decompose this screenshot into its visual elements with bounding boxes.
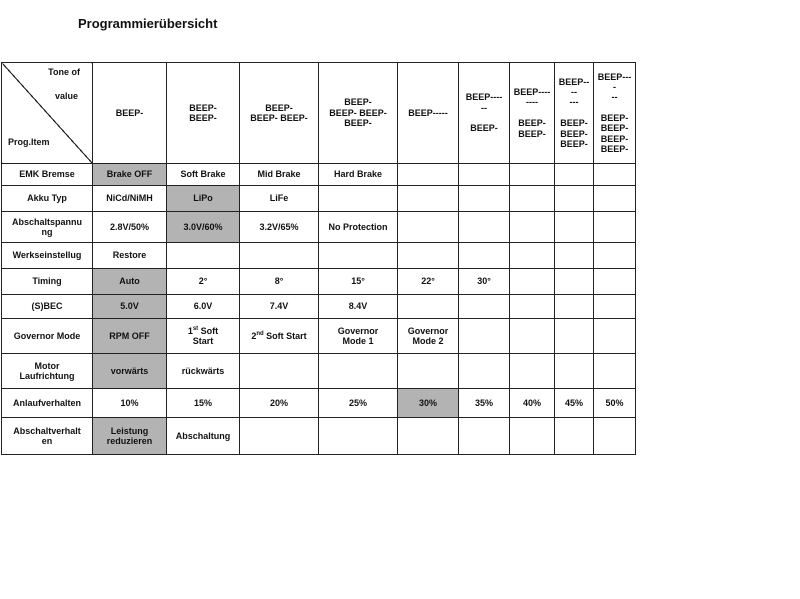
table-cell	[594, 243, 636, 269]
table-cell: 15%	[167, 389, 240, 418]
table-cell: Hard Brake	[319, 164, 398, 186]
table-cell	[459, 295, 510, 319]
table-cell	[510, 164, 555, 186]
table-cell: 50%	[594, 389, 636, 418]
table-cell	[594, 319, 636, 354]
table-cell: 40%	[510, 389, 555, 418]
table-cell	[459, 243, 510, 269]
header-cell: BEEP---- --- BEEP- BEEP- BEEP-	[555, 63, 594, 164]
table-cell	[594, 186, 636, 212]
table-cell: Auto	[93, 269, 167, 295]
table-cell: 3.2V/65%	[240, 212, 319, 243]
table-cell	[555, 418, 594, 455]
table-cell: rückwärts	[167, 354, 240, 389]
header-cell: BEEP- BEEP- BEEP-	[240, 63, 319, 164]
row-label: Anlaufverhalten	[2, 389, 93, 418]
header-cell: BEEP---- -- BEEP- BEEP- BEEP- BEEP-	[594, 63, 636, 164]
table-cell	[319, 186, 398, 212]
table-cell: 7.4V	[240, 295, 319, 319]
table-row	[2, 389, 636, 418]
row-label: EMK Bremse	[2, 164, 93, 186]
table-cell: NiCd/NiMH	[93, 186, 167, 212]
table-cell	[459, 354, 510, 389]
table-cell	[555, 164, 594, 186]
table-row	[2, 319, 636, 354]
table-cell: 1st Soft Start	[167, 319, 240, 354]
table-cell: Brake OFF	[93, 164, 167, 186]
row-label: (S)BEC	[2, 295, 93, 319]
table-cell	[594, 418, 636, 455]
table-row	[2, 212, 636, 243]
table-cell: LiPo	[167, 186, 240, 212]
table-cell	[459, 186, 510, 212]
table-cell	[398, 212, 459, 243]
table-cell	[459, 418, 510, 455]
table-row	[2, 269, 636, 295]
table-cell	[319, 354, 398, 389]
table-cell	[555, 269, 594, 295]
table-cell: 22°	[398, 269, 459, 295]
table-cell: 20%	[240, 389, 319, 418]
table-cell: Leistung reduzieren	[93, 418, 167, 455]
row-label: Abschaltverhalt en	[2, 418, 93, 455]
table-row	[2, 295, 636, 319]
table-cell	[398, 243, 459, 269]
table-cell: 8.4V	[319, 295, 398, 319]
table-row	[2, 243, 636, 269]
table-cell	[510, 212, 555, 243]
table-cell	[510, 243, 555, 269]
table-cell: 30°	[459, 269, 510, 295]
table-cell	[167, 243, 240, 269]
table-cell	[510, 319, 555, 354]
table-cell	[510, 418, 555, 455]
table-cell: LiFe	[240, 186, 319, 212]
table-cell	[594, 164, 636, 186]
table-cell	[594, 354, 636, 389]
table-cell	[240, 354, 319, 389]
table-cell: 10%	[93, 389, 167, 418]
table-cell	[555, 212, 594, 243]
table-cell	[319, 243, 398, 269]
table-cell: Abschaltung	[167, 418, 240, 455]
table-cell	[594, 212, 636, 243]
table-cell	[398, 186, 459, 212]
table-cell: Soft Brake	[167, 164, 240, 186]
table-cell	[459, 212, 510, 243]
table-cell	[240, 418, 319, 455]
table-cell: 2.8V/50%	[93, 212, 167, 243]
tone-label: Tone of	[48, 67, 80, 77]
table-cell: Restore	[93, 243, 167, 269]
table-row	[2, 164, 636, 186]
table-row	[2, 418, 636, 455]
table-cell: 2nd Soft Start	[240, 319, 319, 354]
header-cell: BEEP---- -- BEEP-	[459, 63, 510, 164]
table-cell: No Protection	[319, 212, 398, 243]
row-label: Motor Laufrichtung	[2, 354, 93, 389]
table-cell: 35%	[459, 389, 510, 418]
table-row	[2, 354, 636, 389]
table-cell	[398, 418, 459, 455]
table-cell: Governor Mode 1	[319, 319, 398, 354]
table-cell	[510, 354, 555, 389]
table-cell: 6.0V	[167, 295, 240, 319]
table-cell	[398, 164, 459, 186]
header-cell: BEEP---- ---- BEEP- BEEP-	[510, 63, 555, 164]
table-cell: 30%	[398, 389, 459, 418]
table-cell: 3.0V/60%	[167, 212, 240, 243]
table-cell	[459, 319, 510, 354]
table-cell	[594, 295, 636, 319]
table-cell	[555, 295, 594, 319]
table-cell	[510, 186, 555, 212]
header-cell: BEEP-----	[398, 63, 459, 164]
row-label: Governor Mode	[2, 319, 93, 354]
corner-cell	[2, 63, 93, 164]
header-cell: BEEP- BEEP-	[167, 63, 240, 164]
table-cell	[398, 354, 459, 389]
page-title: Programmierübersicht	[78, 16, 218, 31]
table-cell: RPM OFF	[93, 319, 167, 354]
table-cell	[555, 354, 594, 389]
header-cell: BEEP-	[93, 63, 167, 164]
table-cell	[555, 186, 594, 212]
table-cell: 2°	[167, 269, 240, 295]
table-cell	[459, 164, 510, 186]
table-cell: Governor Mode 2	[398, 319, 459, 354]
table-cell: 45%	[555, 389, 594, 418]
row-label: Werkseinstellug	[2, 243, 93, 269]
table-cell	[555, 243, 594, 269]
row-label: Timing	[2, 269, 93, 295]
table-cell	[319, 418, 398, 455]
table-cell: 5.0V	[93, 295, 167, 319]
table-cell: vorwärts	[93, 354, 167, 389]
table-cell	[510, 269, 555, 295]
table-cell: 15°	[319, 269, 398, 295]
table-cell	[555, 319, 594, 354]
table-cell	[594, 269, 636, 295]
prog-item-label: Prog.Item	[8, 136, 50, 147]
table-cell: 8°	[240, 269, 319, 295]
table-row	[2, 186, 636, 212]
table-cell: 25%	[319, 389, 398, 418]
table-cell: Mid Brake	[240, 164, 319, 186]
table-cell	[510, 295, 555, 319]
programming-table	[1, 62, 636, 455]
table-cell	[398, 295, 459, 319]
table-cell	[240, 243, 319, 269]
row-label: Akku Typ	[2, 186, 93, 212]
header-cell: BEEP- BEEP- BEEP- BEEP-	[319, 63, 398, 164]
value-label: value	[54, 91, 78, 101]
header-row	[2, 63, 636, 164]
row-label: Abschaltspannu ng	[2, 212, 93, 243]
